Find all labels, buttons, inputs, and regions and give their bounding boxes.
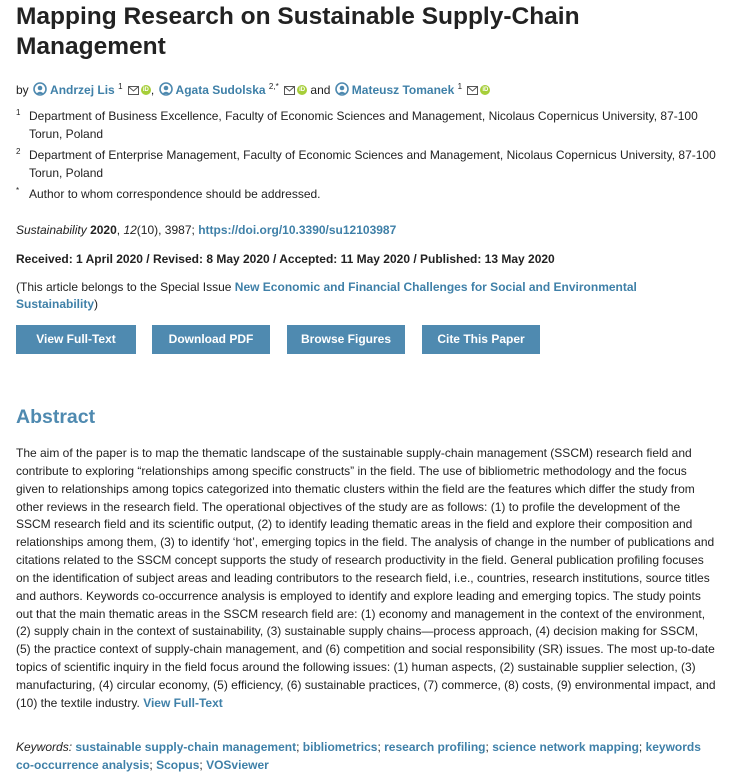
- author-separator: ,: [150, 83, 155, 97]
- author-entry: [32, 83, 151, 97]
- affiliation-1: [16, 107, 716, 143]
- publication-dates: Received: 1 April 2020 / Revised: 8 May 2020 / Accepted: 11 May 2020 / Published: 13 May 2020: [16, 252, 555, 266]
- keywords-label: Keywords:: [16, 740, 73, 754]
- cite-this-paper-button[interactable]: Cite This Paper: [422, 325, 540, 354]
- browse-figures-button[interactable]: Browse Figures: [287, 325, 405, 354]
- author-profile-icon: [334, 82, 350, 96]
- keyword-link[interactable]: Scopus: [156, 758, 200, 772]
- citation-volume: 12: [123, 223, 137, 237]
- special-issue-suffix: ): [94, 297, 99, 311]
- affiliation-text: Department of Business Excellence, Faculty of Economic Sciences and Management, Nicolaus Copernicus University, 87-100 Torun, Poland: [29, 109, 698, 141]
- author-affil-sup: 1: [457, 82, 463, 91]
- affiliation-text: Author to whom correspondence should be addressed.: [29, 187, 321, 201]
- mail-icon[interactable]: [467, 86, 478, 95]
- special-issue-link[interactable]: New Economic and Financial Challenges for Social and Environmental Sustainability: [16, 280, 637, 311]
- affiliation-2: [16, 146, 716, 182]
- abstract-body: [16, 445, 716, 713]
- mail-icon[interactable]: [284, 86, 295, 95]
- special-issue-prefix: (This article belongs to the Special Issue: [16, 280, 232, 294]
- keyword-link[interactable]: VOSviewer: [206, 758, 269, 772]
- affiliation-text: Department of Enterprise Management, Faculty of Economic Sciences and Management, Nicolaus Copernicus University, 87-100 Torun, Poland: [29, 148, 716, 180]
- author-list: [16, 78, 726, 99]
- abstract-heading: Abstract: [16, 406, 96, 428]
- orcid-icon[interactable]: iD: [299, 87, 306, 93]
- abstract-text: The aim of the paper is to map the thematic landscape of the sustainable supply-chain management (SSCM) research field and contribute to exploring “relationships among specific constructs” in the field. The use of bibliometric methodology and the focus given to relationships among topics categorized into thematic clusters within the field are the features which differ the study from other reviews in the research field. The operational objectives of the study are as follows: (1) to profile the development of the SSCM research field and its scientific output, (2) to identify leading thematic areas in the field and explore their composition and relationships among them, (3) to identify ‘hot’, emerging topics in the field. The analysis of change in the number of publications and citations related to the SSCM concept supports the study of research productivity in the field. General publication profiling focuses on the identification of subject areas and leading contributors to the research field, i.e., countries, research institutions, source titles and authors. Keywords co-occurrence analysis is employed to identify and explore leading and emerging topics. The study points out that the main thematic areas in the SSCM research field are: (1) economy and management in the context of the environment, (2) supply chain in the context of sustainability, (3) sustainable supply chains—process approach, (4) decision making for SSCM, (5) the practice context of supply-chain management, and (6) competition and social responsibility (SR) issues. The most up-to-date topics of scientific inquiry in the field focus around the following issues: (1) human aspects, (2) sustainable supplier selection, (3) manufacturing, (4) circular economy, (5) efficiency, (6) sustainable practices, (7) commerce, (8) costs, (9) environmental impact, and (10) the textile industry.: [16, 446, 716, 710]
- author-profile-icon: [158, 82, 174, 96]
- mail-icon[interactable]: [128, 86, 139, 95]
- keyword-link[interactable]: sustainable supply-chain management: [75, 740, 297, 754]
- keyword-link[interactable]: bibliometrics: [302, 740, 378, 754]
- author-affil-sup: 1: [118, 82, 123, 91]
- journal-name: Sustainability: [16, 223, 87, 237]
- author-entry: [334, 83, 491, 97]
- download-pdf-button[interactable]: Download PDF: [152, 325, 270, 354]
- keyword-link[interactable]: research profiling: [384, 740, 486, 754]
- author-link-sudolska[interactable]: Agata Sudolska: [175, 83, 266, 97]
- view-full-text-button[interactable]: View Full-Text: [16, 325, 136, 354]
- article-title: Mapping Research on Sustainable Supply-Chain Management: [16, 3, 580, 60]
- keyword-link[interactable]: science network mapping: [492, 740, 639, 754]
- special-issue-note: [16, 279, 716, 313]
- orcid-icon[interactable]: iD: [142, 87, 149, 93]
- orcid-icon[interactable]: iD: [482, 87, 489, 93]
- affiliation-correspondence: [16, 185, 716, 203]
- affiliation-number: 1: [16, 108, 21, 117]
- citation-year: 2020: [90, 223, 117, 237]
- by-label: by: [16, 83, 29, 97]
- author-entry: [158, 83, 311, 97]
- abstract-view-full-text-link[interactable]: View Full-Text: [143, 695, 223, 710]
- doi-link[interactable]: https://doi.org/10.3390/su12103987: [198, 223, 397, 237]
- affiliation-number: 2: [16, 147, 21, 156]
- citation-issue-pages: (10), 3987;: [136, 223, 195, 237]
- keywords: Keywords: sustainable supply-chain management; bibliometrics; research profiling; science network mapping; keywords co-occurrence analysis; Scopus; VOSviewer: [16, 740, 701, 772]
- affiliation-number: *: [16, 186, 20, 195]
- keyword-link[interactable]: keywords co-occurrence analysis: [16, 740, 701, 772]
- author-profile-icon: [32, 82, 48, 96]
- and-label: and: [310, 83, 331, 97]
- author-link-tomanek[interactable]: Mateusz Tomanek: [351, 83, 455, 97]
- citation-line: Sustainability 2020, 12(10), 3987; https://doi.org/10.3390/su12103987: [16, 223, 397, 237]
- author-link-lis[interactable]: Andrzej Lis: [50, 83, 115, 97]
- author-affil-sup: 2,*: [268, 82, 279, 91]
